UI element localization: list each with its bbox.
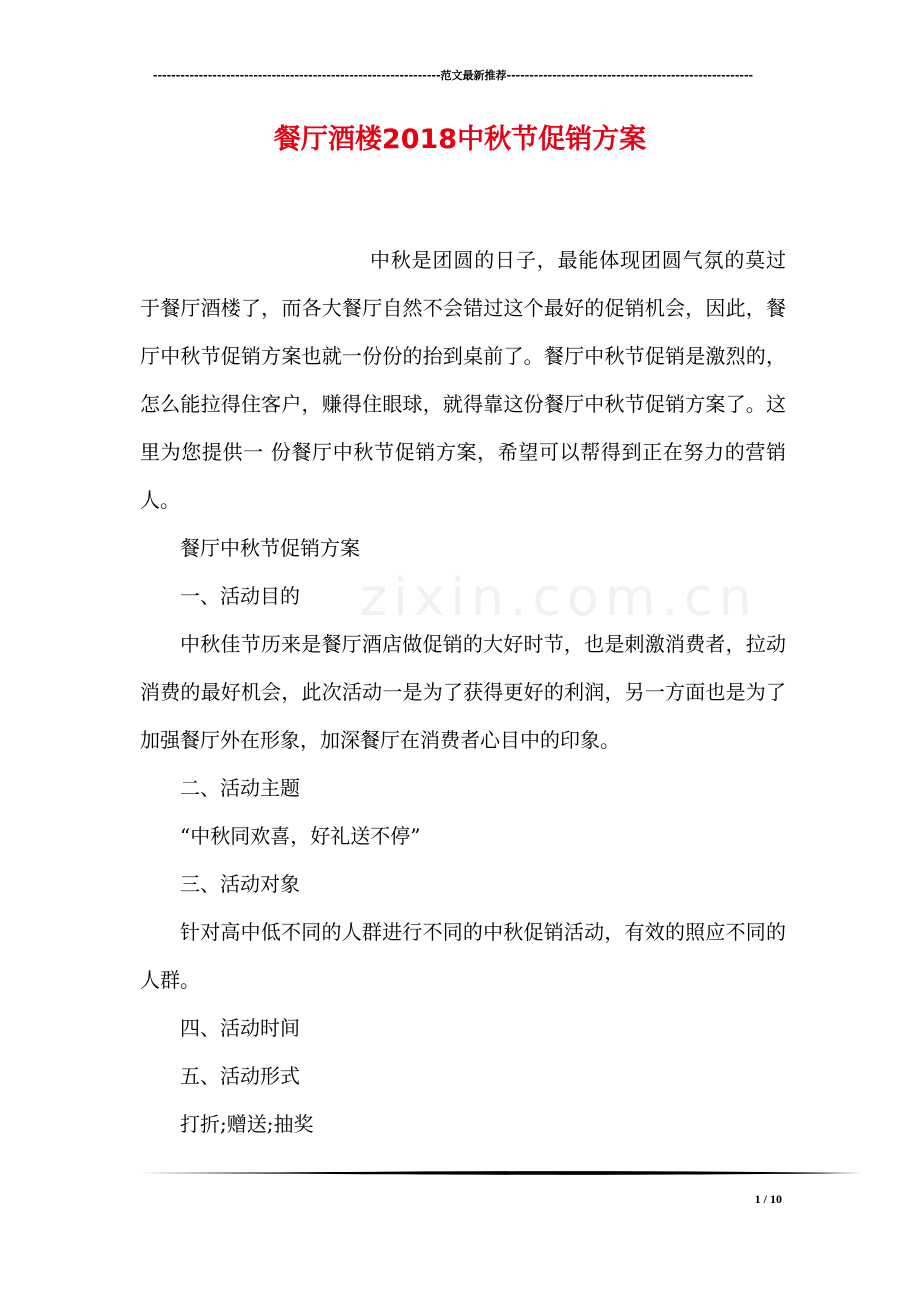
section-heading-format: 五、活动形式 xyxy=(180,1064,300,1088)
audience-paragraph: 针对高中低不同的人群进行不同的中秋促销活动，有效的照应不同的人群。 xyxy=(140,920,786,992)
document-title: 餐厅酒楼2018中秋节促销方案 xyxy=(273,124,647,155)
section-heading-time: 四、活动时间 xyxy=(180,1016,300,1040)
section-heading-purpose: 一、活动目的 xyxy=(180,584,300,608)
section-heading-theme: 二、活动主题 xyxy=(180,776,300,800)
theme-slogan: “中秋同欢喜，好礼送不停” xyxy=(180,824,421,848)
intro-paragraph: 中秋是团圆的日子，最能体现团圆气氛的莫过于餐厅酒楼了，而各大餐厅自然不会错过这个最好的促销机会，因此，餐厅中秋节促销方案也就一份份的抬到桌前了。餐厅中秋节促销是激烈的，怎么能拉得住客户，赚得住眼球，就得靠这份餐厅中秋节促销方案了。这里为您提供一 份餐厅中秋节促销方案，希望可以帮得到正在努力的营销人。 xyxy=(140,248,786,512)
section-heading-plan: 餐厅中秋节促销方案 xyxy=(180,536,360,560)
page-header: ---------------------------------------------------------------范文最新推荐------------------------------------------------------ xyxy=(152,69,754,82)
footer-rule xyxy=(140,1168,862,1178)
format-list: 打折;赠送;抽奖 xyxy=(180,1112,314,1136)
document-body xyxy=(140,236,786,1148)
section-heading-audience: 三、活动对象 xyxy=(180,872,300,896)
watermark: zixin.com.cn xyxy=(360,568,758,628)
page-number: 1 / 10 xyxy=(754,1192,782,1206)
purpose-paragraph: 中秋佳节历来是餐厅酒店做促销的大好时节，也是刺激消费者，拉动消费的最好机会，此次活动一是为了获得更好的利润，另一方面也是为了加强餐厅外在形象，加深餐厅在消费者心目中的印象。 xyxy=(140,632,786,752)
